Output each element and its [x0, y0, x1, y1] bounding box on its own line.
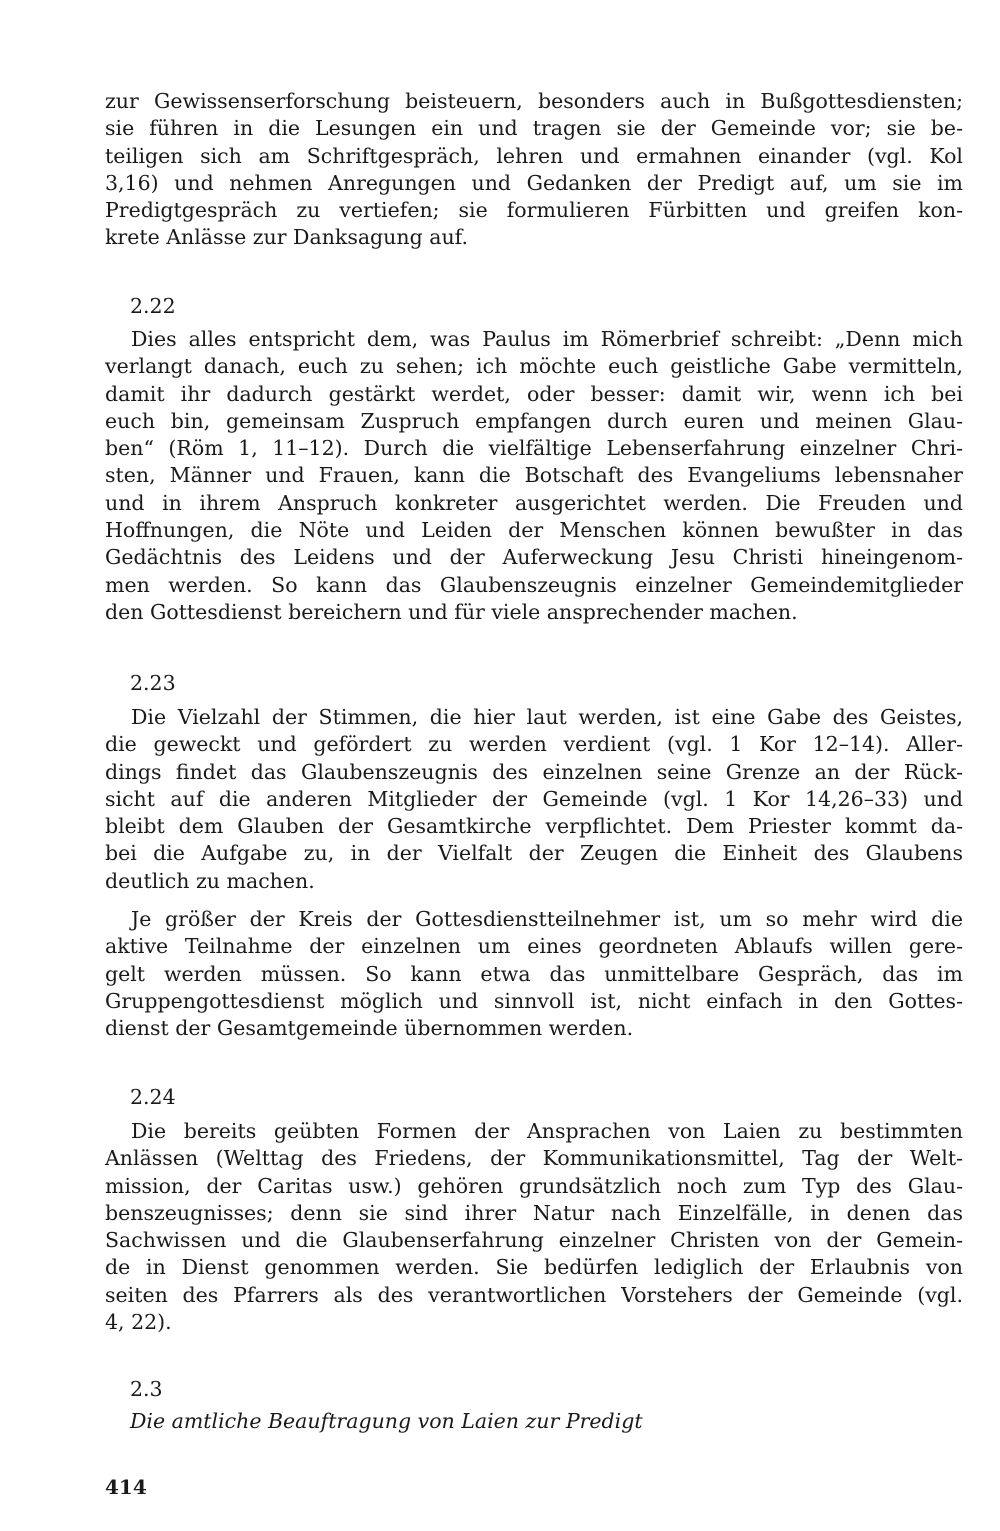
text-line: dienst der Gesamtgemeinde übernommen werden. [105, 1016, 634, 1041]
section-2-23-body-a [105, 704, 963, 895]
text-line: teiligen sich am Schriftgespräch, lehren und ermahnen einander (vgl. Kol [105, 143, 963, 168]
text-line: Predigtgespräch zu vertiefen; sie formulieren Fürbitten und greifen kon- [105, 198, 963, 223]
text-line: sie führen in die Lesungen ein und tragen sie der Gemeinde vor; sie be- [105, 116, 963, 141]
text-line: Hoffnungen, die Nöte und Leiden der Menschen können bewußter in das [105, 518, 963, 543]
text-line: den Gottesdienst bereichern und für viele ansprechender machen. [105, 599, 798, 624]
text-line: ben“ (Röm 1, 11–12). Durch die vielfältige Lebenserfahrung einzelner Chri- [105, 436, 963, 461]
text-line: zur Gewissenserforschung beisteuern, besonders auch in Bußgottesdiensten; [105, 89, 963, 113]
text-line: bei die Aufgabe zu, in der Vielfalt der Zeugen die Einheit des Glaubens [105, 841, 963, 866]
text-line: euch bin, gemeinsam Zuspruch empfangen durch euren und meinen Glau- [105, 408, 963, 433]
text-line: damit ihr dadurch gestärkt werdet, oder besser: damit wir, wenn ich bei [105, 381, 963, 406]
text-line: Je größer der Kreis der Gottesdienstteilnehmer ist, um so mehr wird die [131, 907, 963, 931]
text-line: und in ihrem Anspruch konkreter ausgerichtet werden. Die Freuden und [105, 490, 963, 515]
text-line: die geweckt und gefördert zu werden verdient (vgl. 1 Kor 12–14). Aller- [105, 732, 963, 757]
section-number-2-24: 2.24 [130, 1085, 176, 1109]
text-line: sten, Männer und Frauen, kann die Botschaft des Evangeliums lebensnaher [105, 463, 963, 488]
text-line: Die Vielzahl der Stimmen, die hier laut werden, ist eine Gabe des Geistes, [131, 705, 963, 729]
text-line: 3,16) und nehmen Anregungen und Gedanken der Predigt auf, um sie im [105, 170, 963, 195]
section-number-2-3: 2.3 [130, 1377, 163, 1401]
text-line: gelt werden müssen. So kann etwa das unmittelbare Gespräch, das im [105, 961, 963, 986]
section-number-2-23: 2.23 [130, 671, 176, 695]
section-number-2-22: 2.22 [130, 294, 176, 318]
text-line: men werden. So kann das Glaubenszeugnis einzelner Gemeindemitglieder [105, 572, 963, 597]
text-line: de in Dienst genommen werden. Sie bedürfen lediglich der Erlaubnis von [105, 1255, 963, 1280]
text-line: krete Anlässe zur Danksagung auf. [105, 225, 469, 250]
text-line: Gedächtnis des Leidens und der Auferweckung Jesu Christi hineingenom- [105, 545, 963, 570]
page-number: 414 [105, 1475, 147, 1499]
section-2-22-body [105, 326, 963, 626]
text-line: bleibt dem Glauben der Gesamtkirche verpflichtet. Dem Priester kommt da- [105, 814, 963, 839]
text-line: Sachwissen und die Glaubenserfahrung einzelner Christen von der Gemein- [105, 1228, 963, 1253]
text-line: deutlich zu machen. [105, 868, 315, 893]
text-line: mission, der Caritas usw.) gehören grundsätzlich noch zum Typ des Glau- [105, 1173, 963, 1198]
section-2-3-title: Die amtliche Beauftragung von Laien zur Predigt [130, 1409, 643, 1433]
text-line: Anlässen (Welttag des Friedens, der Kommunikationsmittel, Tag der Welt- [105, 1146, 963, 1171]
section-2-23-body-b [105, 906, 963, 1042]
text-line: Dies alles entspricht dem, was Paulus im Römerbrief schreibt: „Denn mich [131, 327, 963, 351]
text-line: Gruppengottesdienst möglich und sinnvoll ist, nicht einfach in den Gottes- [105, 988, 963, 1013]
section-2-24-body [105, 1118, 963, 1336]
text-line: dings findet das Glaubenszeugnis des einzelnen seine Grenze an der Rück- [105, 759, 963, 784]
text-line: verlangt danach, euch zu sehen; ich möchte euch geistliche Gabe vermitteln, [105, 354, 963, 379]
text-line: sicht auf die anderen Mitglieder der Gemeinde (vgl. 1 Kor 14,26–33) und [105, 786, 963, 811]
paragraph-continuation [105, 88, 963, 252]
text-line: aktive Teilnahme der einzelnen um eines geordneten Ablaufs willen gere- [105, 934, 963, 959]
text-line: Die bereits geübten Formen der Ansprachen von Laien zu bestimmten [131, 1119, 963, 1143]
text-line: benszeugnisses; denn sie sind ihrer Natur nach Einzelfälle, in denen das [105, 1200, 963, 1225]
text-line: seiten des Pfarrers als des verantwortlichen Vorstehers der Gemeinde (vgl. [105, 1282, 963, 1307]
text-line: 4, 22). [105, 1310, 172, 1335]
